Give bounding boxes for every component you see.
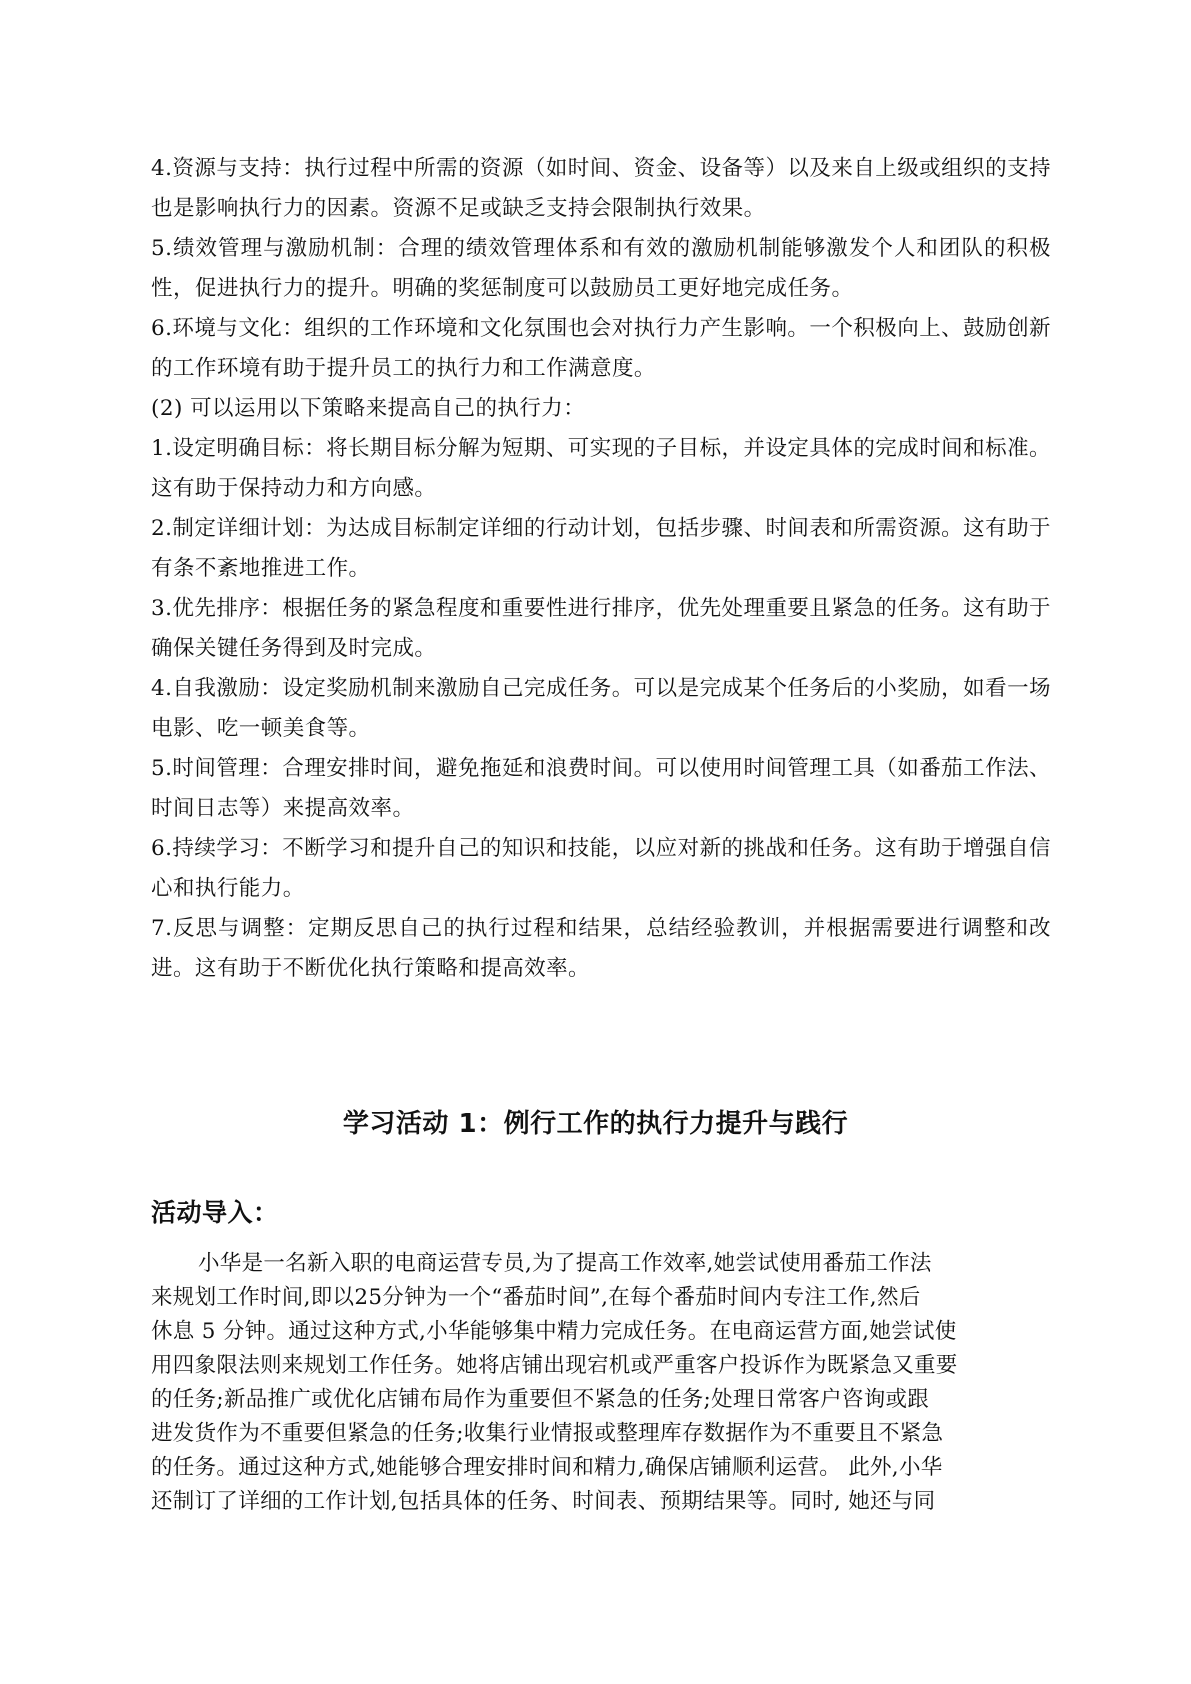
paragraph-resources-support: 4.资源与支持：执行过程中所需的资源（如时间、资金、设备等）以及来自上级或组织的支持也是影响执行力的因素。资源不足或缺乏支持会限制执行效果。 (151, 156, 1051, 221)
activity-title: 学习活动 1：例行工作的执行力提升与践行 (342, 1109, 849, 1139)
intro-line: 来规划工作时间,即以25分钟为一个“番茄时间”,在每个番茄时间内专注工作,然后 (151, 1285, 921, 1310)
paragraph-reflect-adjust: 7.反思与调整：定期反思自己的执行过程和结果，总结经验教训，并根据需要进行调整和改进。这有助于不断优化执行策略和提高效率。 (151, 916, 1051, 981)
intro-line: 还制订了详细的工作计划,包括具体的任务、时间表、预期结果等。同时, 她还与同 (151, 1489, 936, 1514)
paragraph-performance-incentives: 5.绩效管理与激励机制：合理的绩效管理体系和有效的激励机制能够激发个人和团队的积极性，促进执行力的提升。明确的奖惩制度可以鼓励员工更好地完成任务。 (151, 236, 1051, 301)
intro-line: 小华是一名新入职的电商运营专员,为了提高工作效率,她尝试使用番茄工作法 (198, 1251, 932, 1276)
paragraph-prioritize: 3.优先排序：根据任务的紧急程度和重要性进行排序，优先处理重要且紧急的任务。这有助于确保关键任务得到及时完成。 (151, 596, 1051, 661)
intro-line: 的任务;新品推广或优化店铺布局作为重要但不紧急的任务;处理日常客户咨询或跟 (151, 1387, 930, 1412)
paragraph-detailed-plan: 2.制定详细计划：为达成目标制定详细的行动计划，包括步骤、时间表和所需资源。这有助于有条不紊地推进工作。 (151, 516, 1051, 581)
paragraph-environment-culture: 6.环境与文化：组织的工作环境和文化氛围也会对执行力产生影响。一个积极向上、鼓励创新的工作环境有助于提升员工的执行力和工作满意度。 (151, 316, 1051, 381)
paragraph-self-motivation: 4.自我激励：设定奖励机制来激励自己完成任务。可以是完成某个任务后的小奖励，如看一场电影、吃一顿美食等。 (151, 676, 1051, 741)
paragraph-strategies-intro: (2) 可以运用以下策略来提高自己的执行力： (151, 396, 586, 421)
intro-line: 用四象限法则来规划工作任务。她将店铺出现宕机或严重客户投诉作为既紧急又重要 (151, 1353, 958, 1378)
intro-line: 休息 5 分钟。通过这种方式,小华能够集中精力完成任务。在电商运营方面,她尝试使 (151, 1319, 957, 1344)
section-heading: 活动导入： (151, 1198, 279, 1227)
paragraph-set-goals: 1.设定明确目标：将长期目标分解为短期、可实现的子目标，并设定具体的完成时间和标准。这有助于保持动力和方向感。 (151, 436, 1051, 501)
strategy-text-block (151, 149, 1051, 989)
intro-line: 的任务。通过这种方式,她能够合理安排时间和精力,确保店铺顺利运营。 此外,小华 (151, 1455, 943, 1480)
paragraph-continuous-learning: 6.持续学习：不断学习和提升自己的知识和技能，以应对新的挑战和任务。这有助于增强自信心和执行能力。 (151, 836, 1051, 901)
intro-text-block (151, 1247, 1051, 1519)
paragraph-time-management: 5.时间管理：合理安排时间，避免拖延和浪费时间。可以使用时间管理工具（如番茄工作法、时间日志等）来提高效率。 (151, 756, 1051, 821)
intro-line: 进发货作为不重要但紧急的任务;收集行业情报或整理库存数据作为不重要且不紧急 (151, 1421, 944, 1446)
